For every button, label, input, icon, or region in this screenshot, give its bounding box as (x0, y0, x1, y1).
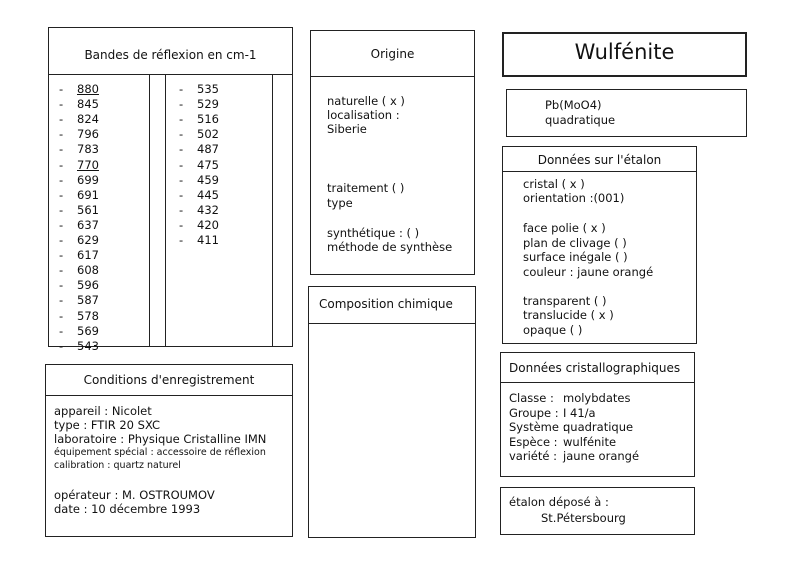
cristallo-value: molybdates (563, 391, 631, 405)
band-dash: - (179, 233, 184, 247)
band-value: 475 (197, 157, 219, 172)
conditions-laboratoire: laboratoire : Physique Cristalline IMN (54, 432, 267, 446)
origine-divider (311, 76, 474, 77)
etalon-transparent: transparent ( ) (523, 294, 607, 308)
band-row (59, 82, 99, 96)
band-row (59, 324, 99, 338)
depot-panel (500, 487, 695, 535)
mineral-name: Wulfénite (574, 40, 675, 64)
cristallo-panel (500, 352, 695, 477)
origine-lieu: Siberie (327, 122, 367, 136)
depot-label: étalon déposé à : (509, 495, 609, 509)
mineral-name-box (502, 32, 747, 77)
origine-synthetique: synthétique : ( ) (327, 226, 420, 240)
band-value: 699 (77, 172, 99, 187)
band-row (179, 82, 219, 96)
band-value: 432 (197, 202, 219, 217)
cristallo-divider (501, 382, 694, 383)
band-row (179, 173, 219, 187)
band-dash: - (59, 112, 64, 127)
band-value: 880 (77, 82, 99, 96)
etalon-couleur: couleur : jaune orangé (523, 265, 654, 279)
composition-divider (309, 323, 475, 324)
band-row (59, 112, 99, 126)
cristallo-value: wulfénite (563, 434, 617, 449)
etalon-surface: surface inégale ( ) (523, 250, 628, 264)
band-row (59, 248, 99, 262)
origine-traitement: traitement ( ) (327, 181, 405, 195)
band-dash: - (179, 217, 184, 232)
mineral-formula: Pb(MoO4) (545, 98, 602, 112)
conditions-type: type : FTIR 20 SXC (54, 418, 161, 432)
band-value: 459 (197, 172, 219, 187)
band-dash: - (59, 323, 64, 338)
band-row (59, 309, 99, 323)
band-value: 445 (197, 187, 219, 202)
band-value: 637 (77, 217, 99, 232)
conditions-equipement: équipement spécial : accessoire de réflexion (54, 447, 266, 458)
band-dash: - (179, 172, 184, 187)
band-row (179, 233, 219, 247)
band-value: 629 (77, 233, 99, 247)
band-dash: - (59, 338, 64, 353)
composition-title: Composition chimique (319, 297, 453, 311)
mineral-system: quadratique (545, 113, 616, 127)
band-dash: - (179, 202, 184, 217)
cristallo-title: Données cristallographiques (509, 361, 681, 375)
band-dash: - (59, 308, 64, 323)
band-dash: - (179, 82, 184, 96)
band-value: 608 (77, 263, 99, 278)
band-row (179, 97, 219, 111)
band-value: 487 (197, 142, 219, 157)
band-dash: - (59, 202, 64, 217)
cristallo-value: jaune orangé (563, 449, 640, 463)
etalon-panel (502, 146, 697, 344)
origine-methode: méthode de synthèse (327, 240, 453, 254)
etalon-divider (503, 171, 696, 172)
band-row (179, 112, 219, 126)
band-row (59, 97, 99, 111)
band-value: 691 (77, 187, 99, 202)
band-value: 617 (77, 248, 99, 263)
etalon-clivage: plan de clivage ( ) (523, 236, 627, 250)
band-dash: - (179, 97, 184, 112)
band-row (59, 173, 99, 187)
cristallo-key: Système : (509, 420, 567, 434)
band-row (179, 218, 219, 232)
band-value: 411 (197, 233, 219, 247)
band-dash: - (179, 157, 184, 172)
conditions-title: Conditions d'enregistrement (83, 373, 255, 387)
conditions-appareil: appareil : Nicolet (54, 404, 152, 418)
band-dash: - (59, 248, 64, 263)
band-dash: - (59, 157, 64, 172)
cristallo-value: I 41/a (563, 405, 596, 420)
origine-type: type (327, 196, 353, 210)
band-value: 770 (77, 157, 99, 172)
band-value: 587 (77, 293, 99, 308)
formula-panel (506, 89, 747, 137)
band-dash: - (59, 263, 64, 278)
band-value: 529 (197, 97, 219, 112)
band-row (59, 263, 99, 277)
conditions-operateur: opérateur : M. OSTROUMOV (54, 488, 215, 502)
band-row (179, 188, 219, 202)
band-dash: - (59, 233, 64, 247)
band-row (59, 293, 99, 307)
band-dash: - (179, 142, 184, 157)
band-dash: - (59, 82, 64, 96)
band-dash: - (59, 142, 64, 157)
band-row (179, 158, 219, 172)
bands-title: Bandes de réflexion en cm-1 (84, 48, 257, 62)
cristallo-key: Groupe : (509, 405, 559, 420)
band-value: 535 (197, 82, 219, 96)
band-value: 596 (77, 278, 99, 293)
band-row (179, 142, 219, 156)
etalon-cristal: cristal ( x ) (523, 177, 585, 191)
band-dash: - (59, 278, 64, 293)
origine-localisation: localisation : (327, 108, 400, 122)
etalon-face: face polie ( x ) (523, 221, 606, 235)
depot-lieu: St.Pétersbourg (541, 511, 626, 525)
conditions-date: date : 10 décembre 1993 (54, 502, 201, 516)
etalon-translucide: translucide ( x ) (523, 308, 614, 322)
composition-panel (308, 286, 476, 538)
cristallo-value: quadratique (563, 420, 634, 434)
band-dash: - (59, 217, 64, 232)
band-value: 845 (77, 97, 99, 112)
band-dash: - (59, 97, 64, 112)
band-row (179, 203, 219, 217)
etalon-title: Données sur l'étalon (537, 153, 662, 167)
band-value: 502 (197, 127, 219, 142)
band-row (59, 339, 99, 353)
conditions-panel (45, 364, 293, 537)
band-dash: - (179, 112, 184, 127)
cristallo-key: variété : (509, 449, 557, 463)
band-value: 824 (77, 112, 99, 127)
band-row (59, 158, 99, 172)
bands-col-divider-2 (165, 74, 166, 347)
etalon-orientation: orientation :(001) (523, 191, 625, 205)
band-row (59, 278, 99, 292)
band-dash: - (179, 127, 184, 142)
band-value: 578 (77, 308, 99, 323)
band-dash: - (59, 187, 64, 202)
band-value: 516 (197, 112, 219, 127)
band-row (179, 127, 219, 141)
band-dash: - (59, 127, 64, 142)
band-row (59, 203, 99, 217)
origine-title: Origine (370, 47, 415, 61)
band-value: 783 (77, 142, 99, 157)
band-dash: - (179, 187, 184, 202)
band-row (59, 188, 99, 202)
band-value: 543 (77, 338, 99, 353)
band-value: 420 (197, 217, 219, 232)
bands-col-divider-1 (149, 74, 150, 347)
conditions-calibration: calibration : quartz naturel (54, 460, 181, 471)
bands-panel (48, 27, 293, 353)
cristallo-key: Espèce : (509, 434, 558, 449)
band-row (59, 127, 99, 141)
origine-panel (310, 30, 475, 275)
band-row (59, 218, 99, 232)
band-dash: - (59, 293, 64, 308)
conditions-divider (46, 395, 292, 396)
band-value: 561 (77, 202, 99, 217)
band-value: 569 (77, 323, 99, 338)
bands-col-divider-3 (272, 74, 273, 347)
cristallo-key: Classe : (509, 391, 554, 405)
band-row (59, 233, 99, 247)
etalon-opaque: opaque ( ) (523, 323, 583, 337)
origine-naturelle: naturelle ( x ) (327, 94, 405, 108)
band-dash: - (59, 172, 64, 187)
bands-header-divider (49, 74, 292, 75)
band-row (59, 142, 99, 156)
band-value: 796 (77, 127, 99, 142)
